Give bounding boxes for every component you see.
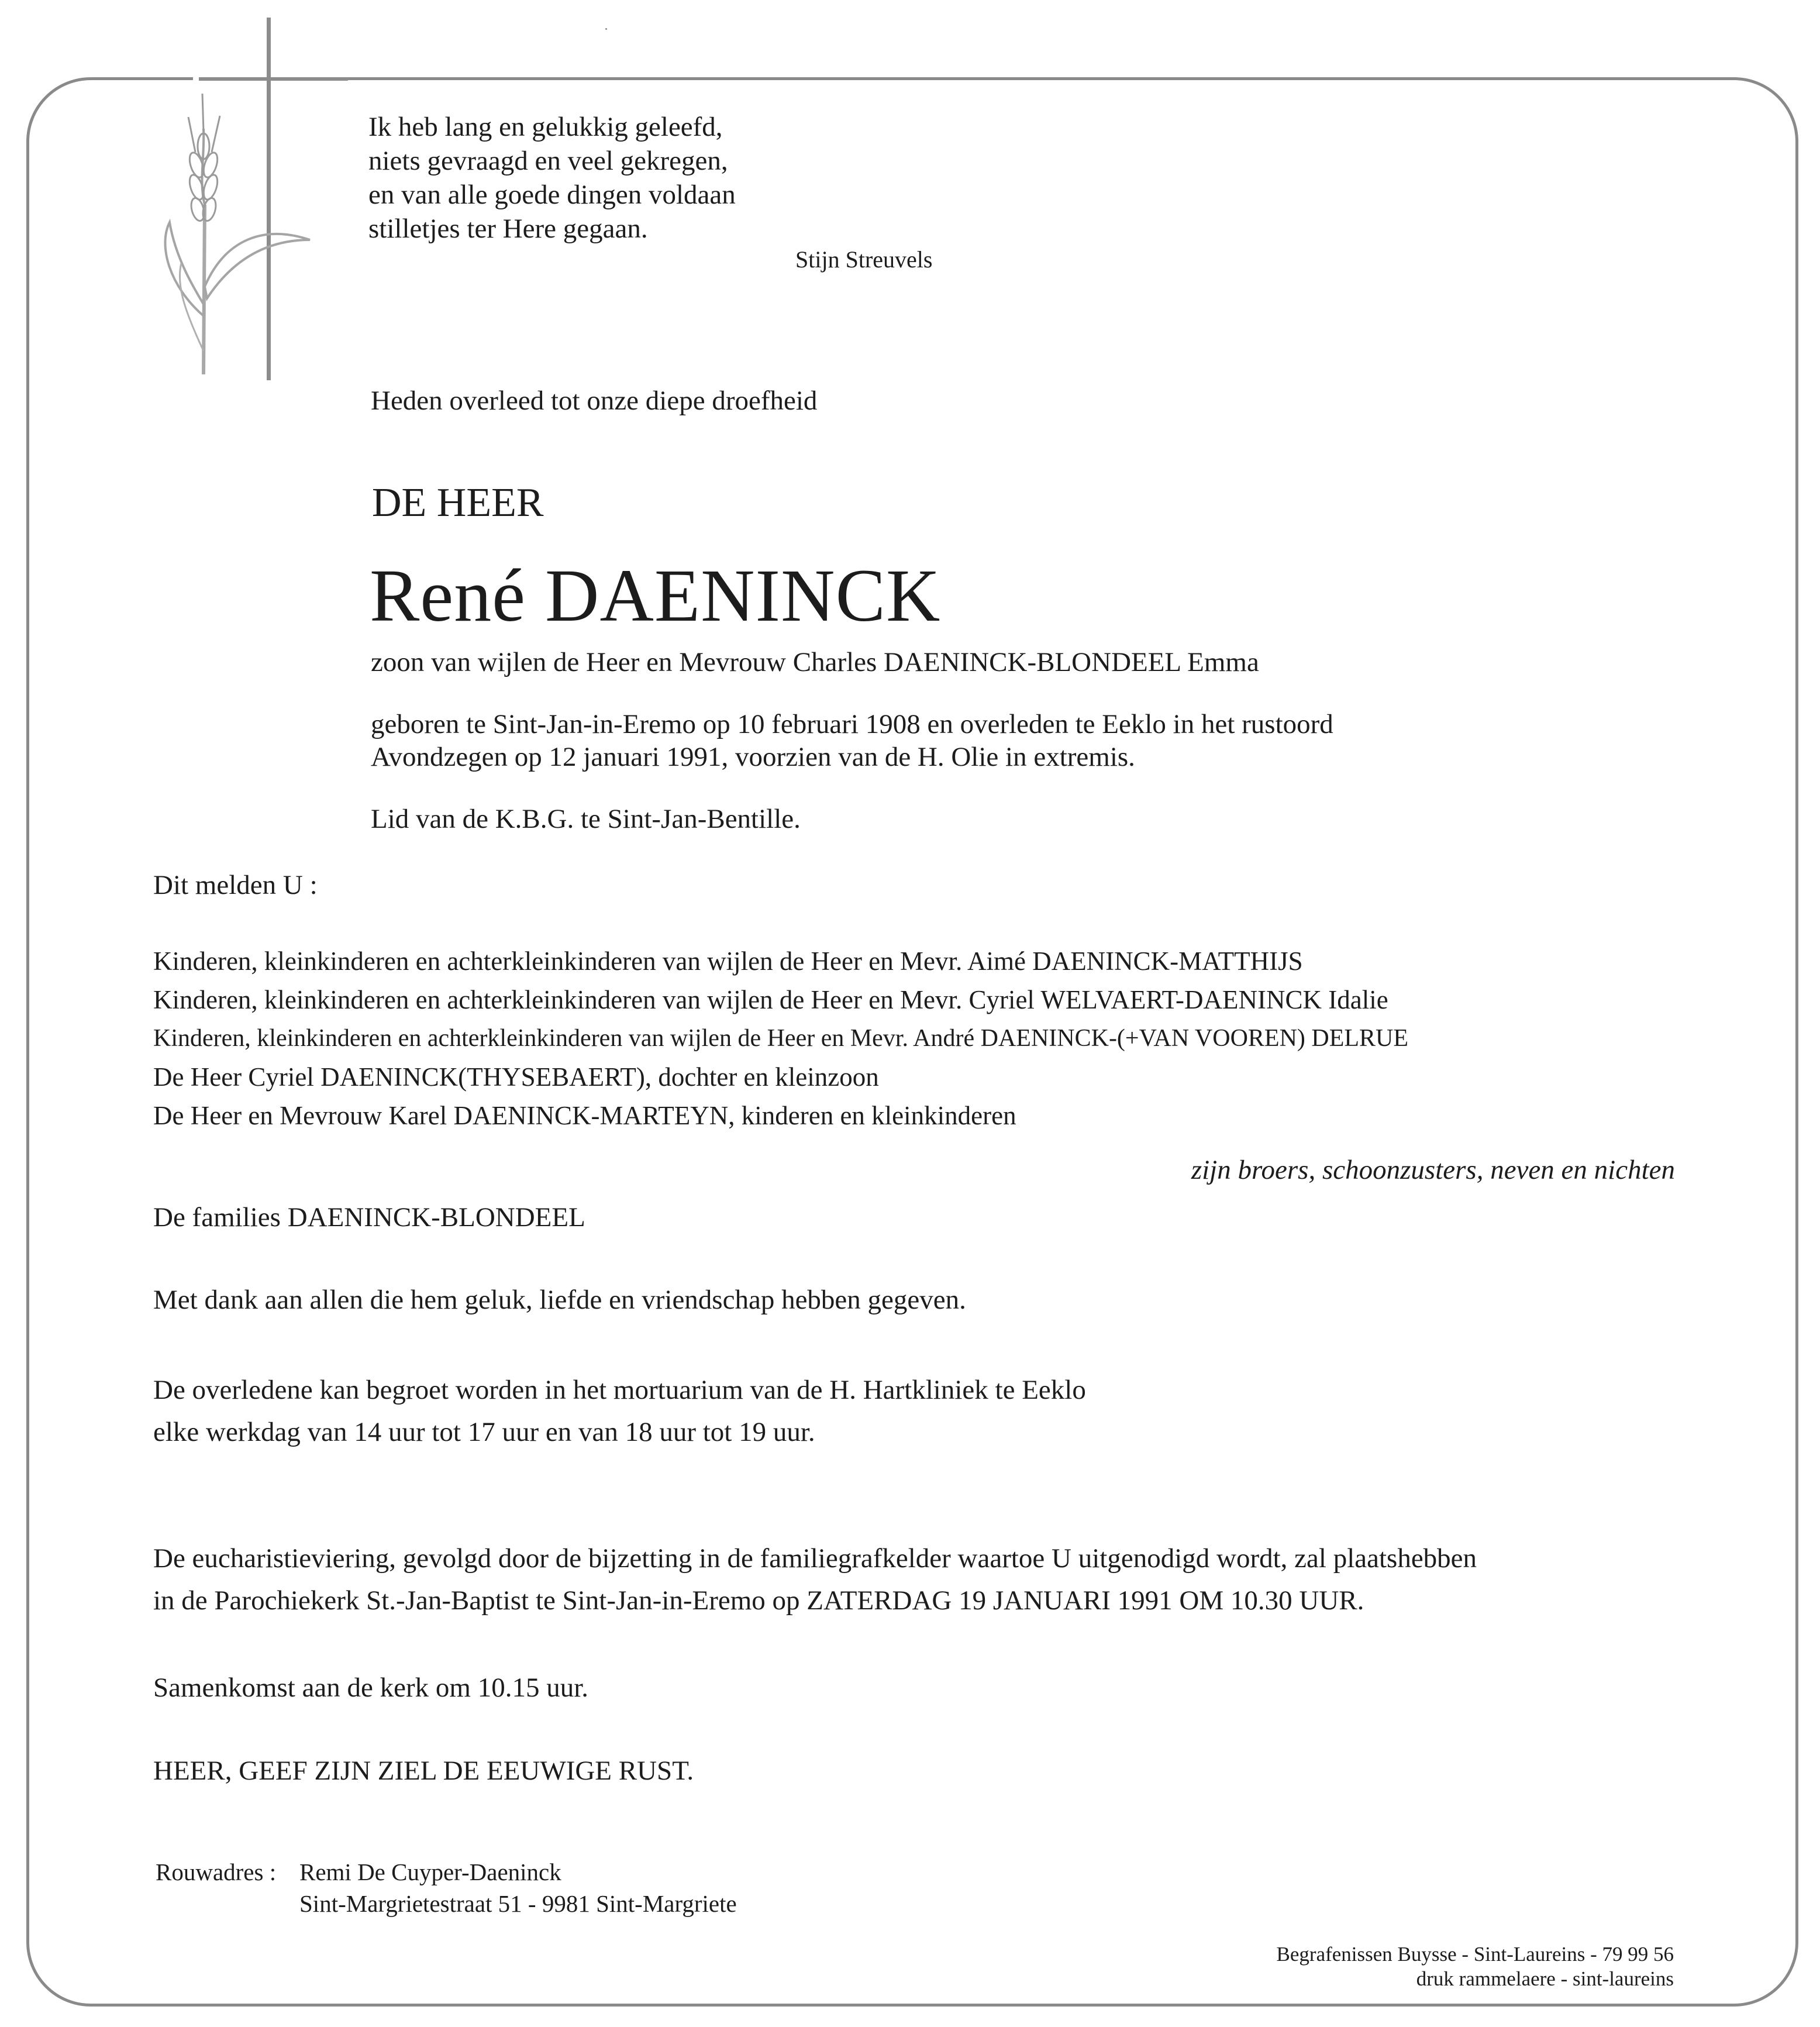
birth-line: Avondzegen op 12 januari 1991, voorzien van de H. Olie in extremis. xyxy=(371,742,1135,772)
address-street: Sint-Margrietestraat 51 - 9981 Sint-Margriete xyxy=(299,1890,737,1917)
families-line: De families DAENINCK-BLONDEEL xyxy=(153,1202,585,1233)
poem-line: Ik heb lang en gelukkig geleefd, xyxy=(368,112,723,142)
prayer-line: HEER, GEEF ZIJN ZIEL DE EEUWIGE RUST. xyxy=(153,1756,694,1786)
birth-death-details xyxy=(371,708,1333,773)
poem-line: stilletjes ter Here gegaan. xyxy=(368,214,648,244)
family-list xyxy=(153,942,1408,1135)
mass-line: De eucharistieviering, gevolgd door de bijzetting in de familiegrafkelder waartoe U uitgenodigd wordt, zal plaatshebben xyxy=(153,1543,1477,1574)
poem-line: en van alle goede dingen voldaan xyxy=(368,180,736,210)
family-line: Kinderen, kleinkinderen en achterkleinkinderen van wijlen de Heer en Mevr. Aimé DAENINCK-MATTHIJS xyxy=(153,947,1303,976)
mass-info xyxy=(153,1537,1477,1622)
printer-credit: druk rammelaere - sint-laureins xyxy=(1416,1967,1674,1990)
family-line: De Heer Cyriel DAENINCK(THYSEBAERT), dochter en kleinzoon xyxy=(153,1062,879,1092)
footer-credits xyxy=(1277,1942,1674,1991)
parents-line: zoon van wijlen de Heer en Mevrouw Charles DAENINCK-BLONDEEL Emma xyxy=(371,647,1259,677)
honorific-title: DE HEER xyxy=(372,480,544,525)
visitation-line: elke werkdag van 14 uur tot 17 uur en van 18 uur tot 19 uur. xyxy=(153,1417,815,1447)
address-label: Rouwadres : xyxy=(156,1859,277,1885)
family-line: De Heer en Mevrouw Karel DAENINCK-MARTEYN, kinderen en kleinkinderen xyxy=(153,1101,1016,1130)
thanks-line: Met dank aan allen die hem geluk, liefde en vriendschap hebben gegeven. xyxy=(153,1285,966,1315)
speck xyxy=(605,28,607,30)
notification-heading: Dit melden U : xyxy=(153,870,318,900)
poem-author: Stijn Streuvels xyxy=(795,246,933,273)
intro-text: Heden overleed tot onze diepe droefheid xyxy=(371,386,818,416)
visitation-line: De overledene kan begroet worden in het mortuarium van de H. Hartkliniek te Eeklo xyxy=(153,1375,1086,1405)
deceased-name: René DAENINCK xyxy=(370,554,941,637)
cross-with-wheat-icon xyxy=(135,12,357,386)
family-line: Kinderen, kleinkinderen en achterkleinkinderen van wijlen de Heer en Mevr. André DAENINCK-(+VAN VOOREN) DELRUE xyxy=(153,1025,1409,1052)
family-line: Kinderen, kleinkinderen en achterkleinkinderen van wijlen de Heer en Mevr. Cyriel WELVAERT-DAENINCK Idalie xyxy=(153,985,1388,1014)
address-name: Remi De Cuyper-Daeninck xyxy=(299,1859,561,1885)
funeral-home: Begrafenissen Buysse - Sint-Laureins - 79 99 56 xyxy=(1276,1943,1674,1966)
mourning-address xyxy=(156,1856,737,1919)
gathering-line: Samenkomst aan de kerk om 10.15 uur. xyxy=(153,1672,589,1703)
birth-line: geboren te Sint-Jan-in-Eremo op 10 februari 1908 en overleden te Eeklo in het rustoord xyxy=(371,709,1333,739)
mass-line: in de Parochiekerk St.-Jan-Baptist te Sint-Jan-in-Eremo op ZATERDAG 19 JANUARI 1991 OM 10.30 UUR. xyxy=(153,1585,1364,1616)
relation-line: zijn broers, schoonzusters, neven en nichten xyxy=(1191,1155,1675,1185)
poem-line: niets gevraagd en veel gekregen, xyxy=(368,146,728,176)
poem xyxy=(368,110,736,246)
visitation-info xyxy=(153,1369,1086,1453)
membership-line: Lid van de K.B.G. te Sint-Jan-Bentille. xyxy=(371,804,801,834)
